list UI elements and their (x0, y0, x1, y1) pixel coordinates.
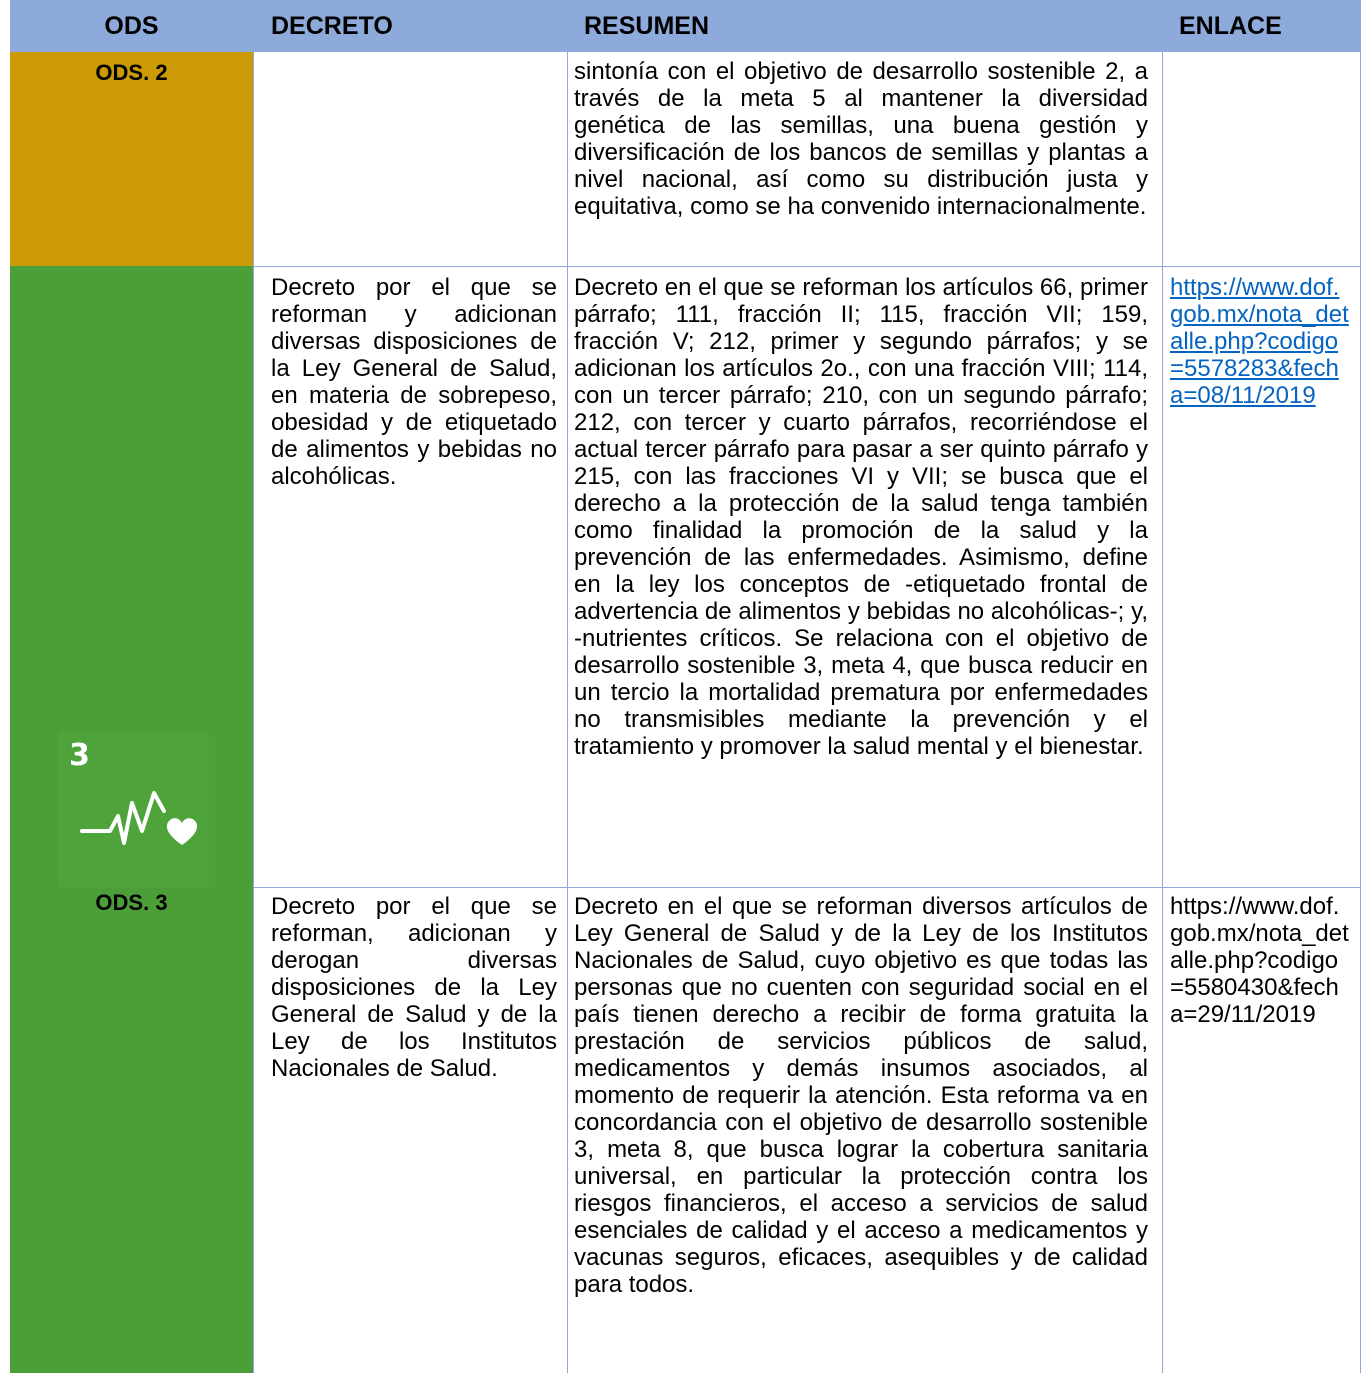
row2-enlace-link[interactable]: https://www.dof.gob.mx/nota_detalle.php?codigo=5578283&fecha=08/11/2019 (1170, 274, 1349, 409)
row-divider (253, 266, 1361, 267)
header-ods: ODS (104, 12, 159, 40)
row-divider (253, 887, 1361, 888)
header-resumen: RESUMEN (584, 12, 710, 40)
row1-resumen: sintonía con el objetivo de desarrollo sostenible 2, a través de la meta 5 al mantener la diversidad genética de las semillas, una buena gestión y diversificación de los bancos de semillas y plantas a nivel nacional, así como su distribución justa y equitativa, como se ha convenido internacionalmente. (574, 58, 1148, 220)
sdg3-icon-tile (58, 731, 209, 887)
row3-enlace: https://www.dof.gob.mx/nota_detalle.php?codigo=5580430&fecha=29/11/2019 (1170, 893, 1349, 1028)
row2-decreto: Decreto por el que se reforman y adicionan diversas disposiciones de la Ley General de Salud, en materia de sobrepeso, obesidad y de etiquetado de alimentos y bebidas no alcohólicas. (271, 274, 557, 490)
ods2-label: ODS. 2 (95, 60, 168, 85)
row3-resumen: Decreto en el que se reforman diversos artículos de Ley General de Salud y de la Ley de los Institutos Nacionales de Salud, cuyo objetivo es que todas las personas que no cuenten con seguridad social en el país tienen derecho a recibir de forma gratuita la prestación de servicios públicos de salud, medicamentos y demás insumos asociados, al momento de requerir la atención. Esta reforma va en concordancia con el objetivo de desarrollo sostenible 3, meta 8, que busca lograr la cobertura sanitaria universal, en particular la protección contra los riesgos financieros, el acceso a servicios de salud esenciales de calidad y el acceso a medicamentos y vacunas seguros, eficaces, asequibles y de calidad para todos. (574, 893, 1148, 1298)
col-divider (567, 0, 568, 1373)
row2-resumen: Decreto en el que se reforman los artículos 66, primer párrafo; 111, fracción II; 115, fracción VII; 159, fracción V; 212, primer y segundo párrafos; y se adicionan los artículos 2o., con una fracción VIII; 114, con un tercer párrafo; 210, con un segundo párrafo; 212, con tercer y cuarto párrafos, recorriéndose el actual tercer párrafo para pasar a ser quinto párrafo y 215, con las fracciones VI y VII; se busca que el derecho a la protección de la salud tenga también como finalidad la promoción de la salud y la prevención de las enfermedades. Asimismo, define en la ley los conceptos de -etiquetado frontal de advertencia de alimentos y bebidas no alcohólicas-; y, -nutrientes críticos. Se relaciona con el objetivo de desarrollo sostenible 3, meta 4, que busca reducir en un tercio la mortalidad prematura por enfermedades no transmisibles mediante la prevención y el tratamiento y promover la salud mental y el bienestar. (574, 274, 1148, 760)
header-decreto: DECRETO (271, 12, 393, 40)
col-divider (253, 0, 254, 1373)
decree-table (10, 0, 1361, 1373)
sdg3-number: 3 (69, 738, 90, 773)
heartbeat-icon (58, 731, 209, 887)
row3-decreto: Decreto por el que se reforman, adicionan y derogan diversas disposiciones de la Ley General de Salud y de la Ley de los Institutos Nacionales de Salud. (271, 893, 557, 1082)
header-enlace: ENLACE (1179, 12, 1282, 40)
ods3-label: ODS. 3 (95, 890, 168, 915)
col-divider (1162, 0, 1163, 1373)
